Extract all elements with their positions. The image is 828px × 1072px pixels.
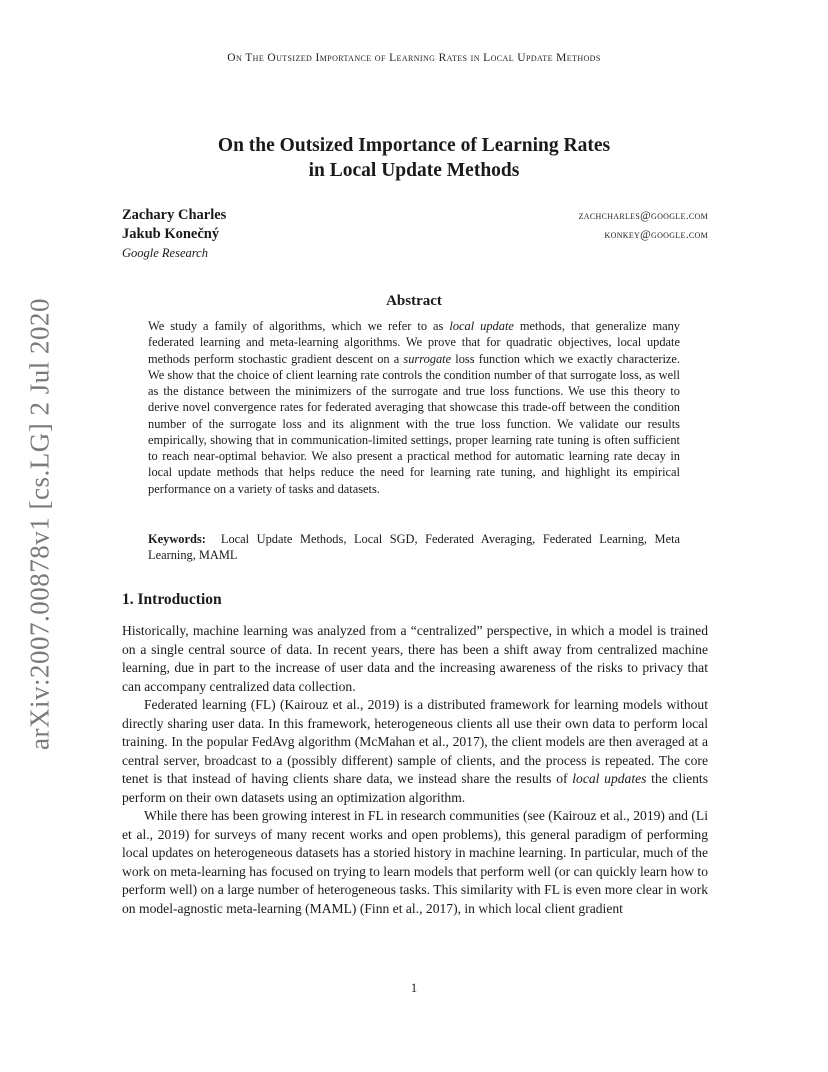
abstract-segment: We study a family of algorithms, which we refer to as — [148, 319, 450, 333]
arxiv-identifier: arXiv:2007.00878v1 [cs.LG] 2 Jul 2020 — [24, 298, 55, 750]
author-name: Jakub Konečný — [122, 226, 220, 242]
author-email: zachcharles@google.com — [578, 210, 708, 222]
author-name: Zachary Charles — [122, 207, 227, 223]
author-row — [122, 207, 708, 226]
affiliation: Google Research — [122, 246, 208, 260]
abstract-emphasis: surrogate — [403, 351, 452, 366]
author-block — [122, 207, 708, 261]
title-line-2: in Local Update Methods — [308, 160, 520, 181]
abstract-heading: Abstract — [386, 293, 442, 309]
page-number: 1 — [410, 981, 418, 995]
paragraph — [122, 696, 708, 807]
section-heading: 1. Introduction — [122, 591, 222, 608]
title-line-1: On the Outsized Importance of Learning Rates — [217, 135, 611, 156]
keywords — [148, 531, 680, 564]
author-email: konkey@google.com — [604, 229, 708, 241]
abstract-emphasis: local update — [449, 319, 514, 333]
paragraph: Historically, machine learning was analyzed from a “centralized” perspective, in which a model is trained on a single central source of data. In recent years, there has been a shift away from centralized machine learning, due in part to the increase of user data and the increasing awareness of the risks to privacy that can accompany centralized data collection. — [122, 623, 708, 694]
paragraph-segment: Federated learning (FL) (Kairouz et al., 2019) is a distributed framework for learning models without directly sharing user data. In this framework, heterogeneous clients all use their own data to perform local training. In the popular FedAvg algorithm (McMahan et al., 2017), the client models are then averaged at a central server, broadcast to a (possibly different) sample of clients, and the process is repeated. The core tenet is that instead of having clients share data, we instead share the results of — [122, 697, 708, 786]
running-head: On The Outsized Importance of Learning Rates in Local Update Methods — [227, 52, 601, 64]
paper-title — [0, 133, 828, 183]
introduction-body — [122, 622, 708, 918]
paragraph: While there has been growing interest in FL in research communities (see (Kairouz et al., 2019) and (Li et al., 2019) for surveys of many recent works and open problems), this general paradigm of performing local updates on heterogeneous datasets has a storied history in machine learning. In particular, much of the work on meta-learning has focused on trying to learn models that perform well (or can quickly learn how to perform well) on a large number of heterogeneous tasks. This similarity with FL is even more clear in work on model-agnostic meta-learning (MAML) (Finn et al., 2017), in which local client gradient — [122, 808, 708, 916]
paragraph-emphasis: local updates — [572, 771, 647, 786]
abstract-segment: loss function which we exactly characterize. We show that the choice of client learning rate controls the condition number of that surrogate loss, as well as the distance between the minimizers of the surrogate and true loss functions. We use this theory to derive novel convergence rates for federated averaging that showcase this trade-off between the condition number of the surrogate loss and its alignment with the true loss function. We validate our results empirically, showing that in communication-limited settings, proper learning rate tuning is often sufficient to reach near-optimal behavior. We also present a practical method for automatic learning rate decay in local update methods that helps reduce the need for learning rate tuning, and highlight its empirical performance on a variety of tasks and datasets. — [148, 351, 680, 496]
author-row — [122, 226, 708, 245]
keywords-label: Keywords: — [148, 532, 206, 546]
keywords-list: Local Update Methods, Local SGD, Federated Averaging, Federated Learning, Meta Learning, MAML — [148, 532, 681, 563]
paragraph-segment: the clients perform on their own datasets using an optimization algorithm. — [122, 771, 708, 805]
abstract-segment: methods, that generalize many federated learning and meta-learning algorithms. We prove that for quadratic objectives, local update methods perform stochastic gradient descent on a — [148, 319, 680, 366]
abstract-text — [148, 318, 680, 497]
